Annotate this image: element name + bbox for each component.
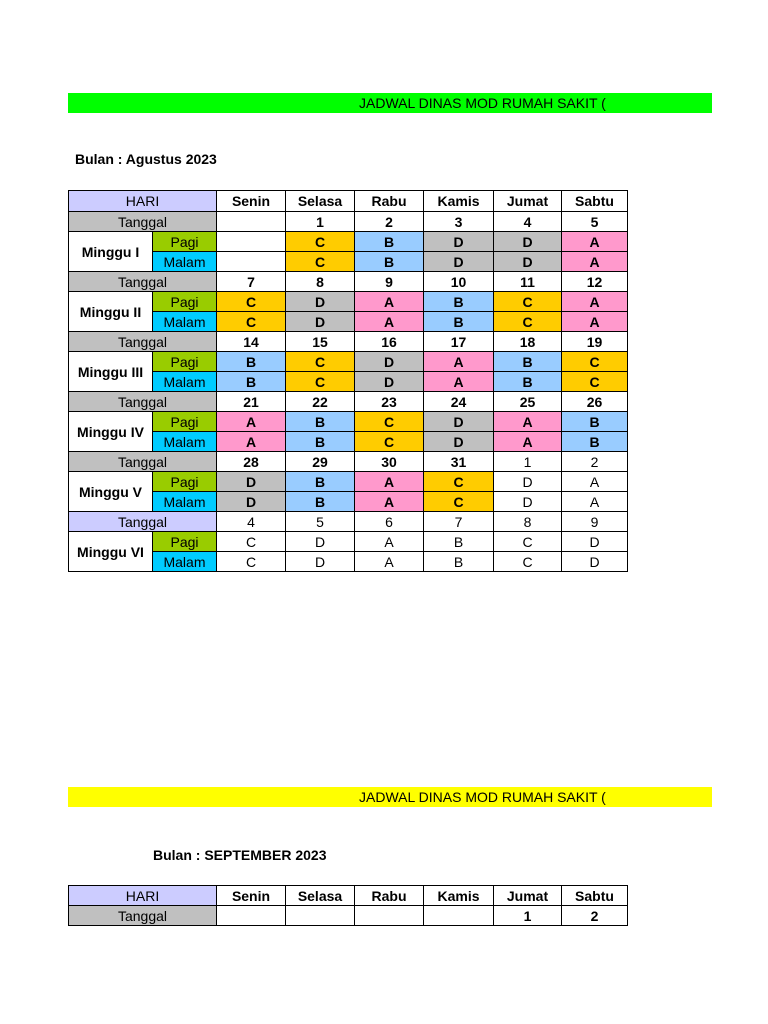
shift-cell: C [494,312,562,332]
tanggal-header: Tanggal [69,392,217,412]
date-cell: 9 [562,512,628,532]
date-cell [217,906,286,926]
shift-cell: B [355,252,424,272]
date-cell: 16 [355,332,424,352]
shift-cell: C [494,552,562,572]
date-cell: 10 [424,272,494,292]
shift-cell: C [217,532,286,552]
shift-cell: B [562,432,628,452]
date-cell: 8 [286,272,355,292]
pagi-row [69,412,628,432]
tanggal-header: Tanggal [69,452,217,472]
date-cell: 4 [217,512,286,532]
shift-cell: A [424,372,494,392]
sep-title-text: JADWAL DINAS MOD RUMAH SAKIT ( [359,789,606,805]
date-cell: 17 [424,332,494,352]
date-cell: 21 [217,392,286,412]
shift-cell: A [355,552,424,572]
day-header-senin: Senin [217,191,286,212]
day-header-sabtu: Sabtu [562,191,628,212]
pagi-label: Pagi [153,412,217,432]
week-label: Minggu VI [69,532,153,572]
date-cell: 7 [424,512,494,532]
pagi-row [69,232,628,252]
shift-cell: D [424,232,494,252]
day-header-sabtu: Sabtu [562,886,628,906]
shift-cell: C [562,372,628,392]
tanggal-header: Tanggal [69,332,217,352]
shift-cell: A [355,292,424,312]
hari-header: HARI [69,191,217,212]
date-cell: 15 [286,332,355,352]
shift-cell: A [562,232,628,252]
shift-cell: C [286,352,355,372]
shift-cell: C [562,352,628,372]
day-header-selasa: Selasa [286,886,355,906]
day-header-senin: Senin [217,886,286,906]
shift-cell: D [562,532,628,552]
shift-cell: B [424,532,494,552]
shift-cell [217,232,286,252]
shift-cell: C [424,472,494,492]
day-header-rabu: Rabu [355,886,424,906]
date-cell [355,906,424,926]
shift-cell: B [355,232,424,252]
shift-cell: A [562,292,628,312]
shift-cell: C [355,432,424,452]
shift-cell: B [217,352,286,372]
date-cell: 8 [494,512,562,532]
shift-cell: D [286,292,355,312]
date-cell: 9 [355,272,424,292]
sep-tanggal-row [69,906,628,926]
date-cell: 22 [286,392,355,412]
date-cell [424,906,494,926]
date-cell: 29 [286,452,355,472]
shift-cell: D [424,412,494,432]
sep-title-banner [68,787,712,807]
malam-row [69,492,628,512]
date-cell: 4 [494,212,562,232]
date-cell: 12 [562,272,628,292]
shift-cell: A [562,472,628,492]
date-cell: 26 [562,392,628,412]
date-cell: 6 [355,512,424,532]
shift-cell: B [286,472,355,492]
aug-header-row [69,191,628,212]
shift-cell: C [217,292,286,312]
date-cell [217,212,286,232]
tanggal-row [69,512,628,532]
date-cell: 5 [286,512,355,532]
shift-cell: A [355,492,424,512]
pagi-label: Pagi [153,352,217,372]
date-cell: 2 [562,906,628,926]
shift-cell: C [494,532,562,552]
date-cell: 23 [355,392,424,412]
tanggal-header: Tanggal [69,906,217,926]
pagi-row [69,532,628,552]
aug-title-banner [68,93,712,113]
shift-cell: A [217,412,286,432]
shift-cell: A [562,252,628,272]
date-cell: 31 [424,452,494,472]
date-cell: 25 [494,392,562,412]
shift-cell: D [562,552,628,572]
date-cell: 1 [494,906,562,926]
aug-title-text: JADWAL DINAS MOD RUMAH SAKIT ( [359,95,606,111]
shift-cell: D [494,472,562,492]
malam-row [69,432,628,452]
malam-label: Malam [153,432,217,452]
shift-cell: A [217,432,286,452]
date-cell: 1 [286,212,355,232]
shift-cell: C [355,412,424,432]
malam-row [69,252,628,272]
shift-cell: B [286,432,355,452]
day-header-kamis: Kamis [424,886,494,906]
hari-header: HARI [69,886,217,906]
date-cell: 24 [424,392,494,412]
shift-cell: B [424,552,494,572]
date-cell: 5 [562,212,628,232]
shift-cell: B [217,372,286,392]
pagi-label: Pagi [153,232,217,252]
shift-cell: D [286,532,355,552]
malam-row [69,552,628,572]
shift-cell: A [494,412,562,432]
tanggal-row [69,332,628,352]
shift-cell [217,252,286,272]
shift-cell: D [217,492,286,512]
shift-cell: A [494,432,562,452]
pagi-row [69,352,628,372]
date-cell: 11 [494,272,562,292]
shift-cell: A [562,492,628,512]
date-cell: 30 [355,452,424,472]
day-header-kamis: Kamis [424,191,494,212]
shift-cell: B [424,292,494,312]
shift-cell: A [355,532,424,552]
day-header-jumat: Jumat [494,191,562,212]
tanggal-header: Tanggal [69,212,217,232]
shift-cell: C [286,232,355,252]
date-cell: 28 [217,452,286,472]
shift-cell: A [562,312,628,332]
shift-cell: A [424,352,494,372]
pagi-label: Pagi [153,292,217,312]
day-header-selasa: Selasa [286,191,355,212]
week-label: Minggu V [69,472,153,512]
tanggal-row [69,392,628,412]
shift-cell: D [424,252,494,272]
tanggal-header: Tanggal [69,272,217,292]
shift-cell: D [355,372,424,392]
week-label: Minggu II [69,292,153,332]
shift-cell: C [217,552,286,572]
shift-cell: D [217,472,286,492]
shift-cell: B [494,372,562,392]
date-cell: 2 [355,212,424,232]
shift-cell: B [494,352,562,372]
date-cell: 18 [494,332,562,352]
malam-row [69,372,628,392]
date-cell [286,906,355,926]
shift-cell: D [494,492,562,512]
day-header-rabu: Rabu [355,191,424,212]
week-label: Minggu IV [69,412,153,452]
malam-label: Malam [153,252,217,272]
week-label: Minggu III [69,352,153,392]
malam-label: Malam [153,552,217,572]
malam-row [69,312,628,332]
shift-cell: C [494,292,562,312]
shift-cell: C [286,252,355,272]
tanggal-row [69,272,628,292]
aug-schedule-table [68,190,628,572]
date-cell: 14 [217,332,286,352]
shift-cell: D [494,252,562,272]
date-cell: 3 [424,212,494,232]
shift-cell: D [286,312,355,332]
shift-cell: B [562,412,628,432]
pagi-label: Pagi [153,532,217,552]
tanggal-row [69,212,628,232]
malam-label: Malam [153,372,217,392]
pagi-row [69,292,628,312]
week-label: Minggu I [69,232,153,272]
shift-cell: C [217,312,286,332]
date-cell: 7 [217,272,286,292]
date-cell: 1 [494,452,562,472]
sep-schedule-table [68,885,628,926]
date-cell: 2 [562,452,628,472]
malam-label: Malam [153,492,217,512]
shift-cell: D [494,232,562,252]
sep-header-row [69,886,628,906]
shift-cell: A [355,312,424,332]
shift-cell: B [286,492,355,512]
aug-month-label: Bulan : Agustus 2023 [75,151,217,167]
shift-cell: D [286,552,355,572]
pagi-label: Pagi [153,472,217,492]
shift-cell: A [355,472,424,492]
tanggal-row [69,452,628,472]
day-header-jumat: Jumat [494,886,562,906]
shift-cell: D [424,432,494,452]
shift-cell: C [286,372,355,392]
shift-cell: C [424,492,494,512]
malam-label: Malam [153,312,217,332]
date-cell: 19 [562,332,628,352]
shift-cell: D [355,352,424,372]
shift-cell: B [424,312,494,332]
shift-cell: B [286,412,355,432]
pagi-row [69,472,628,492]
tanggal-header: Tanggal [69,512,217,532]
sep-month-label: Bulan : SEPTEMBER 2023 [153,847,327,863]
